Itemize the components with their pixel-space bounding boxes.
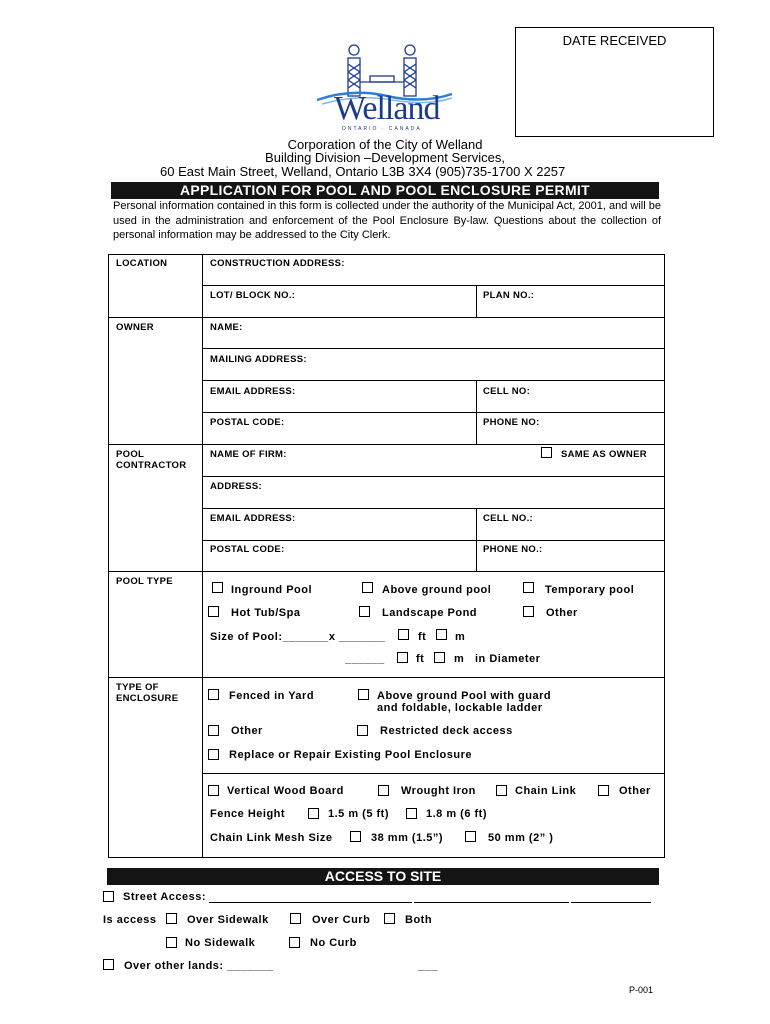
location-label: LOCATION xyxy=(116,258,168,269)
contractor-phone-field[interactable]: PHONE NO.: xyxy=(483,544,543,555)
street-access-checkbox[interactable] xyxy=(103,891,114,902)
contractor-email-field[interactable]: EMAIL ADDRESS: xyxy=(210,513,296,524)
mesh-50mm-label: 50 mm (2” ) xyxy=(488,832,554,844)
street-access-line-2[interactable] xyxy=(414,902,569,903)
diameter-field[interactable]: ______ xyxy=(345,653,385,665)
wrought-iron-label: Wrought Iron xyxy=(401,785,476,797)
plan-no-field[interactable]: PLAN NO.: xyxy=(483,290,535,301)
enclosure-label-line1: TYPE OF xyxy=(116,682,159,693)
no-sidewalk-label: No Sidewalk xyxy=(185,937,256,949)
mesh-50mm-checkbox[interactable] xyxy=(465,831,476,842)
pool-other-checkbox[interactable] xyxy=(523,606,534,617)
chain-link-checkbox[interactable] xyxy=(496,785,507,796)
fence-other-checkbox[interactable] xyxy=(598,785,609,796)
logo-wordmark: Welland xyxy=(334,90,440,127)
contractor-cell-field[interactable]: CELL NO.: xyxy=(483,513,534,524)
owner-email-field[interactable]: EMAIL ADDRESS: xyxy=(210,386,296,397)
over-curb-label: Over Curb xyxy=(312,914,371,926)
contractor-label-line1: POOL xyxy=(116,449,145,460)
date-received-box xyxy=(515,27,714,137)
diameter-ft-label: ft xyxy=(416,653,425,665)
street-access-line-1[interactable] xyxy=(209,902,412,903)
both-label: Both xyxy=(405,914,433,926)
size-m-checkbox[interactable] xyxy=(436,629,447,640)
over-sidewalk-label: Over Sidewalk xyxy=(187,914,269,926)
enclosure-other-label: Other xyxy=(231,725,263,737)
street-access-line-3[interactable] xyxy=(571,902,651,903)
above-ground-pool-label: Above ground pool xyxy=(382,584,492,596)
above-ground-guard-checkbox[interactable] xyxy=(358,689,369,700)
owner-name-field[interactable]: NAME: xyxy=(210,322,243,333)
hot-tub-checkbox[interactable] xyxy=(208,606,219,617)
in-diameter-label: in Diameter xyxy=(475,653,541,665)
height-1-8m-checkbox[interactable] xyxy=(406,808,417,819)
lot-block-field[interactable]: LOT/ BLOCK NO.: xyxy=(210,290,296,301)
hot-tub-label: Hot Tub/Spa xyxy=(231,607,301,619)
no-curb-checkbox[interactable] xyxy=(289,937,300,948)
trailing-blank-field[interactable]: ___ xyxy=(418,960,438,972)
owner-mailing-address-field[interactable]: MAILING ADDRESS: xyxy=(210,354,307,365)
same-as-owner-label: SAME AS OWNER xyxy=(561,449,647,460)
height-1-5m-checkbox[interactable] xyxy=(308,808,319,819)
header-line-2: Building Division –Development Services, xyxy=(265,150,505,165)
welland-logo xyxy=(312,38,457,138)
no-curb-label: No Curb xyxy=(310,937,357,949)
size-ft-checkbox[interactable] xyxy=(398,629,409,640)
diameter-m-label: m xyxy=(454,653,465,665)
height-1-8m-label: 1.8 m (6 ft) xyxy=(426,808,488,820)
vertical-wood-label: Vertical Wood Board xyxy=(227,785,344,797)
no-sidewalk-checkbox[interactable] xyxy=(166,937,177,948)
inground-pool-label: Inground Pool xyxy=(231,584,313,596)
contractor-label-line2: CONTRACTOR xyxy=(116,460,187,471)
street-access-label: Street Access: xyxy=(123,891,207,903)
owner-postal-field[interactable]: POSTAL CODE: xyxy=(210,417,285,428)
over-other-lands-field[interactable]: Over other lands: _______ xyxy=(124,960,274,972)
mesh-size-label: Chain Link Mesh Size xyxy=(210,832,333,844)
contractor-firm-field[interactable]: NAME OF FIRM: xyxy=(210,449,287,460)
wrought-iron-checkbox[interactable] xyxy=(378,785,389,796)
privacy-notice: Personal information contained in this form is collected under the authority of the Municipal Act, 2001, and will be used in the administration and enforcement of the Pool Enclosure By-law. Questions about the collection of personal information may be addressed to the City Clerk. xyxy=(113,200,661,241)
date-received-label: DATE RECEIVED xyxy=(562,33,667,48)
form-grid xyxy=(108,254,665,858)
above-ground-pool-checkbox[interactable] xyxy=(362,582,373,593)
diameter-ft-checkbox[interactable] xyxy=(397,652,408,663)
fence-height-label: Fence Height xyxy=(210,808,286,820)
form-title: APPLICATION FOR POOL AND POOL ENCLOSURE PERMIT xyxy=(111,182,659,199)
inground-pool-checkbox[interactable] xyxy=(212,582,223,593)
both-checkbox[interactable] xyxy=(384,913,395,924)
vertical-wood-checkbox[interactable] xyxy=(208,785,219,796)
temporary-pool-label: Temporary pool xyxy=(545,584,635,596)
restricted-deck-checkbox[interactable] xyxy=(357,725,368,736)
is-access-label: Is access xyxy=(103,914,157,926)
enclosure-other-checkbox[interactable] xyxy=(208,725,219,736)
owner-label: OWNER xyxy=(116,322,154,333)
contractor-postal-field[interactable]: POSTAL CODE: xyxy=(210,544,285,555)
logo-subtitle: ONTARIO · CANADA xyxy=(342,126,422,132)
mesh-38mm-label: 38 mm (1.5”) xyxy=(371,832,444,844)
fenced-in-yard-checkbox[interactable] xyxy=(208,689,219,700)
construction-address-field[interactable]: CONSTRUCTION ADDRESS: xyxy=(210,258,345,269)
fence-other-label: Other xyxy=(619,785,651,797)
above-ground-guard-label-2: and foldable, lockable ladder xyxy=(377,702,543,714)
above-ground-guard-label: Above ground Pool with guard xyxy=(377,690,552,702)
access-to-site-title: ACCESS TO SITE xyxy=(107,868,659,885)
page-code: P-001 xyxy=(629,985,654,995)
same-as-owner-checkbox[interactable] xyxy=(541,447,552,458)
owner-phone-field[interactable]: PHONE NO: xyxy=(483,417,540,428)
pool-other-label: Other xyxy=(546,607,578,619)
over-curb-checkbox[interactable] xyxy=(290,913,301,924)
restricted-deck-label: Restricted deck access xyxy=(380,725,513,737)
height-1-5m-label: 1.5 m (5 ft) xyxy=(328,808,390,820)
chain-link-label: Chain Link xyxy=(515,785,577,797)
temporary-pool-checkbox[interactable] xyxy=(523,582,534,593)
mesh-38mm-checkbox[interactable] xyxy=(350,831,361,842)
over-other-lands-checkbox[interactable] xyxy=(103,959,114,970)
enclosure-label-line2: ENCLOSURE xyxy=(116,693,179,704)
header-line-3: 60 East Main Street, Welland, Ontario L3B 3X4 (905)735-1700 X 2257 xyxy=(160,164,566,179)
replace-repair-label: Replace or Repair Existing Pool Enclosure xyxy=(229,749,473,761)
pool-size-field[interactable]: Size of Pool:_______x _______ xyxy=(210,631,386,643)
label-column-divider xyxy=(202,254,203,858)
landscape-pond-checkbox[interactable] xyxy=(359,606,370,617)
over-sidewalk-checkbox[interactable] xyxy=(166,913,177,924)
header-line-1: Corporation of the City of Welland xyxy=(287,137,483,152)
owner-cell-field[interactable]: CELL NO: xyxy=(483,386,531,397)
diameter-m-checkbox[interactable] xyxy=(434,652,445,663)
size-ft-label: ft xyxy=(418,631,427,643)
contractor-address-field[interactable]: ADDRESS: xyxy=(210,481,263,492)
fenced-in-yard-label: Fenced in Yard xyxy=(229,690,315,702)
pool-type-label: POOL TYPE xyxy=(116,576,173,587)
replace-repair-checkbox[interactable] xyxy=(208,749,219,760)
landscape-pond-label: Landscape Pond xyxy=(382,607,478,619)
size-m-label: m xyxy=(455,631,466,643)
